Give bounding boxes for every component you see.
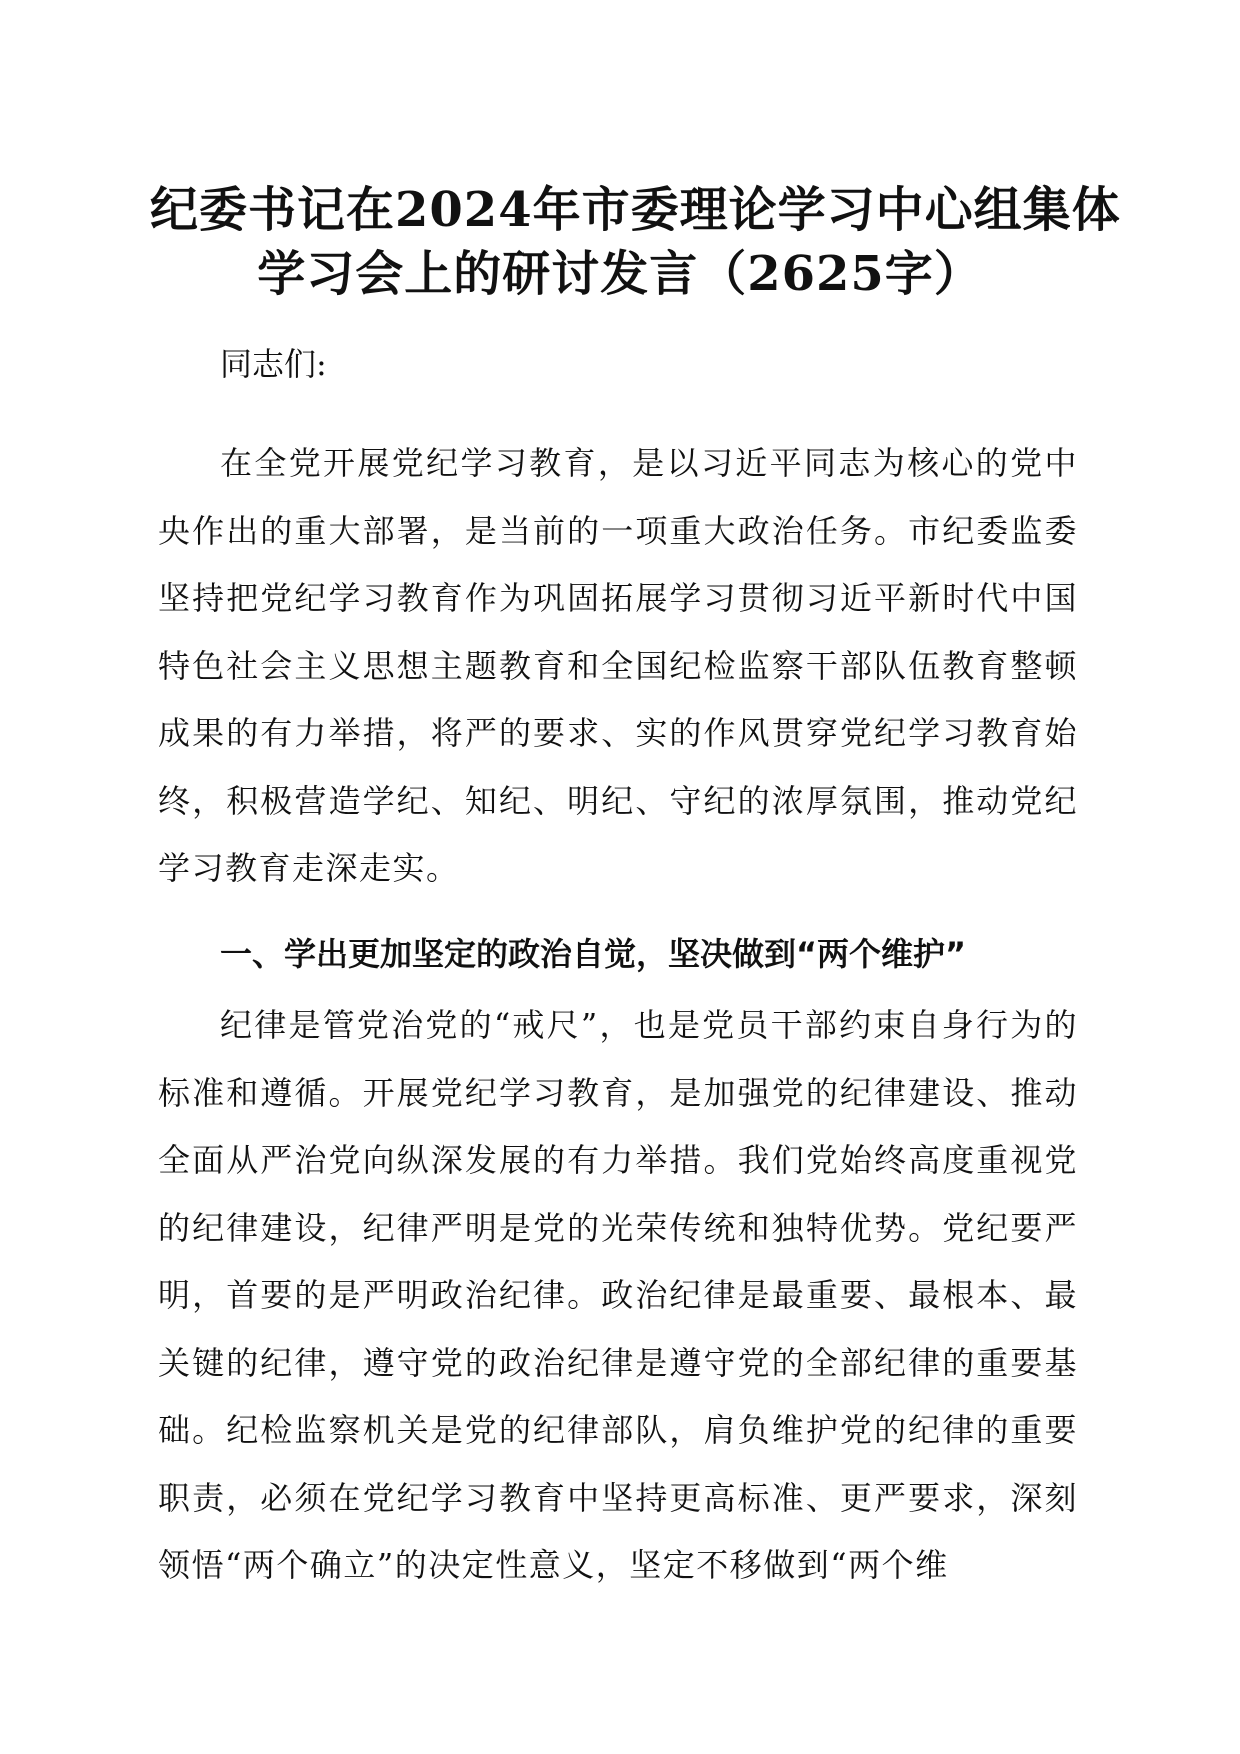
title-line-2: 学习会上的研讨发言（2625字） bbox=[257, 246, 983, 302]
title-line-1: 纪委书记在2024年市委理论学习中心组集体 bbox=[150, 182, 1121, 238]
body-paragraph-2: 纪律是管党治党的“戒尺”，也是党员干部约束自身行为的标准和遵循。开展党纪学习教育，是加强党的纪律建设、推动全面从严治党向纵深发展的有力举措。我们党始终高度重视党的纪律建设，纪律严明是党的光荣传统和独特优势。党纪要严明，首要的是严明政治纪律。政治纪律是最重要、最根本、最关键的纪律，遵守党的政治纪律是遵守党的全部纪律的重要基础。纪检监察机关是党的纪律部队，肩负维护党的纪律的重要职责，必须在党纪学习教育中坚持更高标准、更严要求，深刻领悟“两个确立”的决定性意义，坚定不移做到“两个维 bbox=[158, 1006, 1078, 1584]
body-paragraph-1: 在全党开展党纪学习教育，是以习近平同志为核心的党中央作出的重大部署，是当前的一项重大政治任务。市纪委监委坚持把党纪学习教育作为巩固拓展学习贯彻习近平新时代中国特色社会主义思想主题教育和全国纪检监察干部队伍教育整顿成果的有力举措，将严的要求、实的作风贯穿党纪学习教育始终，积极营造学纪、知纪、明纪、守纪的浓厚氛围，推动党纪学习教育走深走实。 bbox=[158, 444, 1078, 887]
salutation: 同志们: bbox=[220, 345, 327, 383]
section-heading-1: 一、学出更加坚定的政治自觉，坚决做到“两个维护” bbox=[220, 935, 967, 973]
document-title bbox=[150, 178, 1121, 306]
